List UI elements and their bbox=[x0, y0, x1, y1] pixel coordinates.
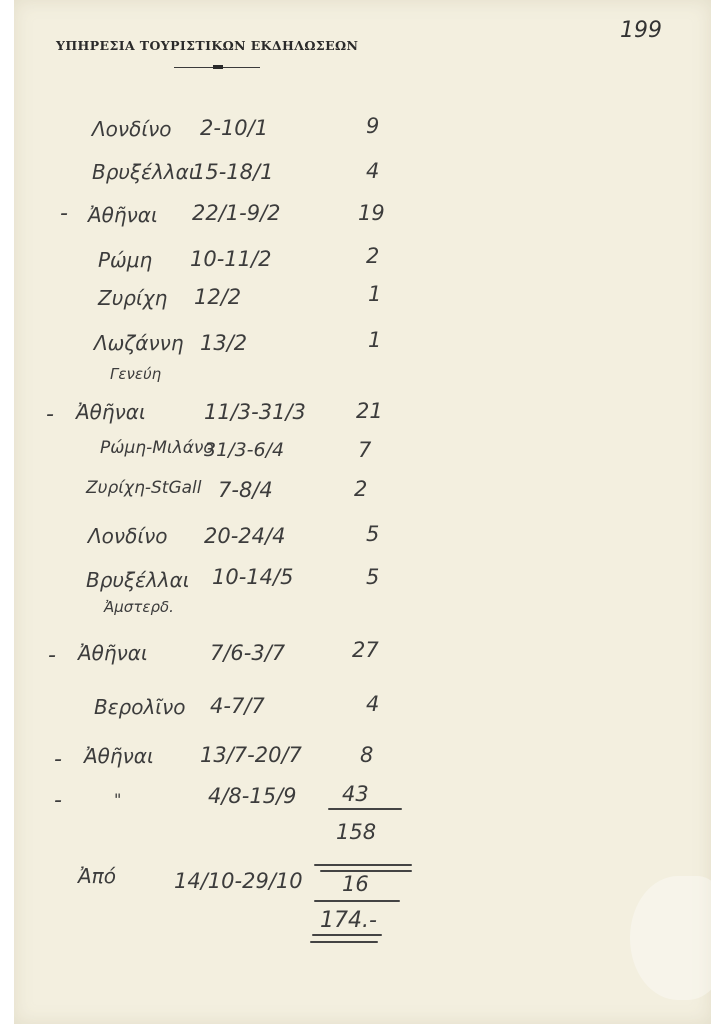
entry-place: Ρώμη-Μιλάνο bbox=[100, 438, 214, 458]
subtotal-value: 158 bbox=[336, 820, 377, 844]
entry-days: 16 bbox=[342, 872, 369, 896]
entry-place: Ζυρίχη-StGall bbox=[86, 478, 202, 498]
entry-dates: 11/3-31/3 bbox=[204, 400, 306, 424]
sum-rule bbox=[314, 864, 412, 866]
entry-place: Λονδίνο bbox=[92, 117, 172, 141]
entry-place: Λονδίνο bbox=[88, 524, 168, 548]
entry-days: 21 bbox=[356, 399, 383, 423]
paper-stain bbox=[630, 876, 715, 1000]
header-divider-mark bbox=[213, 65, 223, 69]
entry-place: Ἀθῆναι bbox=[78, 641, 148, 665]
entry-days: 4 bbox=[366, 159, 380, 183]
sum-rule bbox=[328, 808, 402, 810]
entry-dates: 10-11/2 bbox=[190, 247, 272, 271]
entry-days: 43 bbox=[342, 782, 369, 806]
entry-days: 4 bbox=[366, 692, 380, 716]
entry-place: Ρώμη bbox=[98, 248, 153, 272]
entry-place: Βρυξέλλαι bbox=[92, 160, 196, 184]
entry-dates: 15-18/1 bbox=[192, 160, 274, 184]
page-number: 199 bbox=[620, 18, 662, 43]
entry-days: 5 bbox=[366, 522, 380, 546]
entry-dates: 14/10-29/10 bbox=[174, 869, 303, 893]
entry-dash: - bbox=[48, 643, 56, 668]
entry-dates: 10-14/5 bbox=[212, 565, 294, 589]
entry-dash: - bbox=[54, 747, 62, 772]
entry-dates: 2-10/1 bbox=[200, 116, 269, 140]
entry-place-sub: Γενεύη bbox=[110, 365, 162, 383]
entry-dash: - bbox=[46, 402, 54, 427]
entry-days: 19 bbox=[358, 201, 385, 225]
entry-place: Βρυξέλλαι bbox=[86, 568, 190, 592]
entry-days: 7 bbox=[358, 438, 372, 462]
entry-days: 5 bbox=[366, 565, 380, 589]
entry-days: 9 bbox=[366, 114, 380, 138]
entry-days: 27 bbox=[352, 638, 379, 662]
document-page bbox=[14, 0, 711, 1024]
entry-dates: 4/8-15/9 bbox=[208, 784, 297, 808]
entry-dates: 22/1-9/2 bbox=[192, 201, 281, 225]
entry-place: Ἀπό bbox=[78, 864, 116, 888]
entry-dash: - bbox=[60, 201, 68, 226]
entry-place: " bbox=[114, 790, 122, 809]
entry-dates: 20-24/4 bbox=[204, 524, 286, 548]
entry-place-sub: Ἀμστερδ. bbox=[104, 598, 174, 616]
entry-dates: 12/2 bbox=[194, 285, 242, 309]
total-underline bbox=[312, 934, 382, 936]
entry-days: 2 bbox=[366, 244, 380, 268]
entry-dates: 7/6-3/7 bbox=[210, 641, 286, 665]
entry-dates: 31/3-6/4 bbox=[204, 439, 285, 461]
entry-days: 2 bbox=[354, 477, 368, 501]
entry-place: Ἀθῆναι bbox=[84, 744, 154, 768]
entry-dates: 4-7/7 bbox=[210, 694, 265, 718]
entry-dates: 7-8/4 bbox=[218, 478, 273, 502]
total-value: 174.- bbox=[320, 908, 377, 933]
entry-place: Βερολῖνο bbox=[94, 695, 186, 719]
entry-dates: 13/2 bbox=[200, 331, 248, 355]
entry-dates: 13/7-20/7 bbox=[200, 743, 302, 767]
sum-rule bbox=[314, 900, 400, 902]
entry-place: Ἀθῆναι bbox=[88, 203, 158, 227]
total-underline bbox=[310, 941, 378, 943]
entry-days: 1 bbox=[368, 328, 382, 352]
entry-dash: - bbox=[54, 788, 62, 813]
entry-place: Ἀθῆναι bbox=[76, 400, 146, 424]
entry-days: 8 bbox=[360, 743, 374, 767]
entry-place: Ζυρίχη bbox=[98, 286, 168, 310]
entry-days: 1 bbox=[368, 282, 382, 306]
page-header: ΥΠΗΡΕΣΙΑ ΤΟΥΡΙΣΤΙΚΩΝ ΕΚΔΗΛΩΣΕΩΝ bbox=[56, 38, 359, 53]
entry-place: Λωζάννη bbox=[94, 331, 184, 355]
